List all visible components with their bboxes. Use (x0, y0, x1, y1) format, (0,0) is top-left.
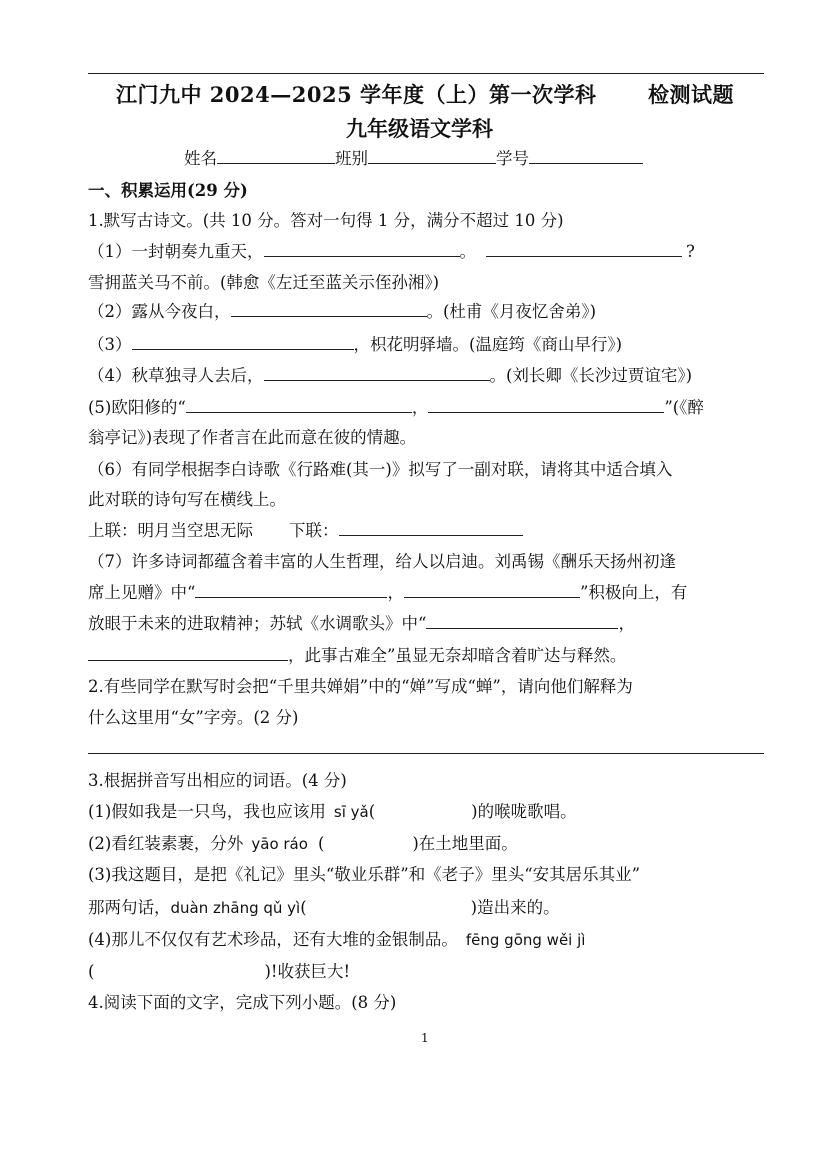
couplet-lower-blank[interactable] (339, 521, 523, 536)
answer-blank[interactable] (88, 646, 288, 661)
page-number: 1 (421, 1031, 429, 1045)
q1-item7-line4: ，此事古难全”虽显无奈却暗含着旷达与释然。 (88, 642, 626, 666)
class-field[interactable] (368, 149, 496, 164)
answer-blank[interactable] (264, 366, 490, 381)
q3-stem: 3.根据拼音写出相应的词语。(4 分) (88, 771, 347, 790)
section-heading: 一、积累运用(29 分) (88, 181, 248, 200)
q1-item7-line3: 放眼于未来的进取精神；苏轼《水调歌头》中“ ， (88, 614, 635, 633)
q1-item2: （2）露从今夜白， 。(杜甫《月夜忆舍弟》) (88, 302, 597, 321)
answer-blank[interactable] (195, 583, 387, 598)
answer-blank[interactable] (231, 302, 427, 317)
q1-item6-line2: 此对联的诗句写在横线上。 (88, 490, 286, 509)
top-rule (88, 73, 764, 74)
q4-stem: 4.阅读下面的文字，完成下列小题。(8 分) (88, 993, 397, 1012)
name-label: 姓名 (184, 149, 217, 168)
q1-stem: 1.默写古诗文。(共 10 分。答对一句得 1 分，满分不超过 10 分) (88, 211, 564, 230)
q1-item4: （4）秋草独寻人去后， 。(刘长卿《长沙过贾谊宅》) (88, 366, 693, 385)
q2-line1: 2.有些同学在默写时会把“千里共婵娟”中的“婵”写成“蝉”，请向他们解释为 (88, 677, 633, 696)
title-left: 江门九中 2024—2025 学年度（上）第一次学科 (116, 82, 597, 107)
q1-item5: (5)欧阳修的“ ， ”(《醉 (88, 398, 704, 417)
q3-item2: (2)看红装素裹，分外 yāo ráo ( )在土地里面。 (88, 834, 518, 853)
class-label: 班别 (335, 149, 368, 168)
number-field[interactable] (529, 149, 643, 164)
q2-answer-line[interactable] (88, 753, 764, 754)
student-info-row (184, 145, 643, 169)
q1-item6-line1: （6）有同学根据李白诗歌《行路难(其一)》拟写了一副对联，请将其中适合填入 (88, 460, 673, 479)
q1-item1-cont: 雪拥蓝关马不前。(韩愈《左迁至蓝关示侄孙湘》) (88, 273, 440, 292)
answer-blank[interactable] (132, 335, 354, 350)
page-subtitle: 九年级语文学科 (346, 116, 493, 141)
answer-blank[interactable] (426, 614, 618, 629)
q3-item1: (1)假如我是一只鸟，我也应该用 sī yǎ( )的喉咙歌唱。 (88, 802, 577, 821)
pinyin: fēng gōng wěi jì (465, 931, 586, 949)
q2-line2: 什么这里用“女”字旁。(2 分) (88, 708, 299, 727)
q1-item1: （1）一封朝奏九重天， 。 ? (88, 242, 695, 261)
answer-blank[interactable] (186, 398, 412, 413)
number-label: 学号 (496, 149, 529, 168)
answer-blank[interactable] (404, 583, 580, 598)
q1-item7-line2: 席上见赠》中“ ， ”积极向上，有 (88, 583, 688, 602)
q3-item4-line2: ( )!收获巨大! (88, 962, 351, 981)
answer-blank[interactable] (486, 242, 682, 257)
pinyin: sī yǎ (333, 803, 369, 821)
couplet-lower-label: 下联： (289, 521, 339, 540)
page-title (116, 79, 597, 109)
q3-item3-line2: 那两句话，duàn zhāng qǔ yì( )造出来的。 (88, 898, 560, 917)
q3-item4-line1: (4)那儿不仅仅有艺术珍品，还有大堆的金银制品。 fēng gōng wěi jì (88, 930, 586, 949)
answer-blank[interactable] (428, 398, 664, 413)
pinyin: yāo ráo (251, 835, 308, 853)
name-field[interactable] (217, 149, 335, 164)
couplet-upper: 上联：明月当空思无际 (88, 521, 253, 540)
answer-blank[interactable] (264, 242, 460, 257)
q1-item7-line1: （7）许多诗词都蕴含着丰富的人生哲理，给人以启迪。刘禹锡《酬乐天扬州初逢 (88, 552, 676, 571)
page-title-right: 检测试题 (648, 82, 734, 107)
couplet-row (88, 517, 523, 541)
q1-item5-cont: 翁亭记》)表现了作者言在此而意在彼的情趣。 (88, 428, 417, 447)
q3-item3-line1: (3)我这题目，是把《礼记》里头“敬业乐群”和《老子》里头“安其居乐其业” (88, 865, 641, 884)
pinyin: duàn zhāng qǔ yì (170, 899, 301, 917)
q1-item3: （3） ，枳花明驿墙。(温庭筠《商山早行》) (88, 335, 623, 354)
